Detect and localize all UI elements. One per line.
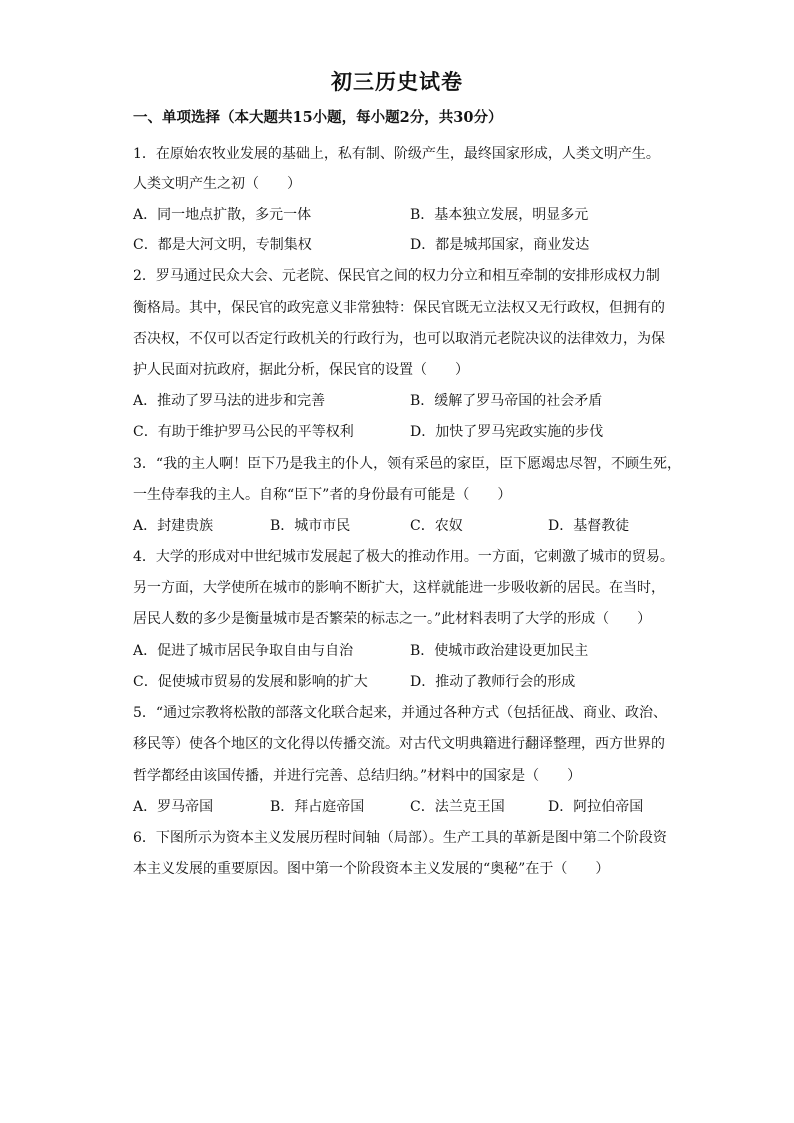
question-2-option-c: C．有助于维护罗马公民的平等权利 — [133, 424, 354, 440]
question-5-line-3: 哲学都经由该国传播，并进行完善、总结归纳。”材料中的国家是（ ） — [133, 768, 582, 784]
question-6-line-1: 6．下图所示为资本主义发展历程时间轴（局部）。生产工具的革新是图中第二个阶段资 — [133, 830, 667, 846]
question-4-option-d: D．推动了教师行会的形成 — [410, 674, 576, 690]
question-4-line-1: 4．大学的形成对中世纪城市发展起了极大的推动作用。一方面，它刺激了城市的贸易。 — [133, 549, 674, 565]
question-1-option-a: A．同一地点扩散，多元一体 — [133, 207, 312, 223]
question-6-line-2: 本主义发展的重要原因。图中第一个阶段资本主义发展的“奥秘”在于（ ） — [133, 861, 610, 877]
section-heading: 一、单项选择（本大题共15小题，每小题2分，共30分） — [133, 109, 503, 126]
question-2-line-4: 护人民面对抗政府，据此分析，保民官的设置（ ） — [133, 362, 469, 378]
question-5-option-c: C．法兰克王国 — [410, 799, 505, 815]
question-3-option-c: C．农奴 — [410, 518, 463, 534]
question-5-option-d: D．阿拉伯帝国 — [548, 799, 644, 815]
question-5-line-1: 5．“通过宗教将松散的部落文化联合起来，并通过各种方式（包括征战、商业、政治、 — [133, 705, 668, 721]
question-3-option-d: D．基督教徒 — [548, 518, 630, 534]
question-4-line-2: 另一方面，大学使所在城市的影响不断扩大，这样就能进一步吸收新的居民。在当时， — [133, 580, 665, 596]
question-4-option-c: C．促使城市贸易的发展和影响的扩大 — [133, 674, 368, 690]
question-3-line-2: 一生侍奉我的主人。自称“臣下”者的身份最有可能是（ ） — [133, 487, 512, 503]
question-1-option-b: B．基本独立发展，明显多元 — [410, 207, 589, 223]
question-5-line-2: 移民等）使各个地区的文化得以传播交流。对古代文明典籍进行翻译整理，西方世界的 — [133, 736, 665, 752]
question-2-option-d: D．加快了罗马宪政实施的步伐 — [410, 424, 604, 440]
page-title: 初三历史试卷 — [331, 69, 463, 94]
question-2-option-b: B．缓解了罗马帝国的社会矛盾 — [410, 393, 603, 409]
question-4-option-a: A．促进了城市居民争取自由与自治 — [133, 643, 354, 659]
question-2-option-a: A．推动了罗马法的进步和完善 — [133, 393, 326, 409]
question-4-line-3: 居民人数的多少是衡量城市是否繁荣的标志之一。”此材料表明了大学的形成（ ） — [133, 611, 652, 627]
question-5-option-a: A．罗马帝国 — [133, 799, 214, 815]
question-1-line-1: 1．在原始农牧业发展的基础上，私有制、阶级产生，最终国家形成，人类文明产生。 — [133, 146, 660, 162]
question-3-line-1: 3．“我的主人啊！臣下乃是我主的仆人，领有采邑的家臣，臣下愿竭忠尽智，不顾生死， — [133, 456, 682, 472]
question-3-option-a: A．封建贵族 — [133, 518, 214, 534]
question-3-option-b: B．城市市民 — [270, 518, 351, 534]
question-2-line-3: 否决权，不仅可以否定行政机关的行政行为，也可以取消元老院决议的法律效力，为保 — [133, 331, 665, 347]
question-1-option-c: C．都是大河文明，专制集权 — [133, 237, 312, 253]
question-5-option-b: B．拜占庭帝国 — [270, 799, 365, 815]
question-4-option-b: B．使城市政治建设更加民主 — [410, 643, 589, 659]
question-1-line-2: 人类文明产生之初（ ） — [133, 176, 301, 192]
question-2-line-1: 2．罗马通过民众大会、元老院、保民官之间的权力分立和相互牵制的安排形成权力制 — [133, 268, 660, 284]
question-2-line-2: 衡格局。其中，保民官的政宪意义非常独特：保民官既无立法权又无行政权，但拥有的 — [133, 300, 665, 316]
question-1-option-d: D．都是城邦国家，商业发达 — [410, 237, 590, 253]
